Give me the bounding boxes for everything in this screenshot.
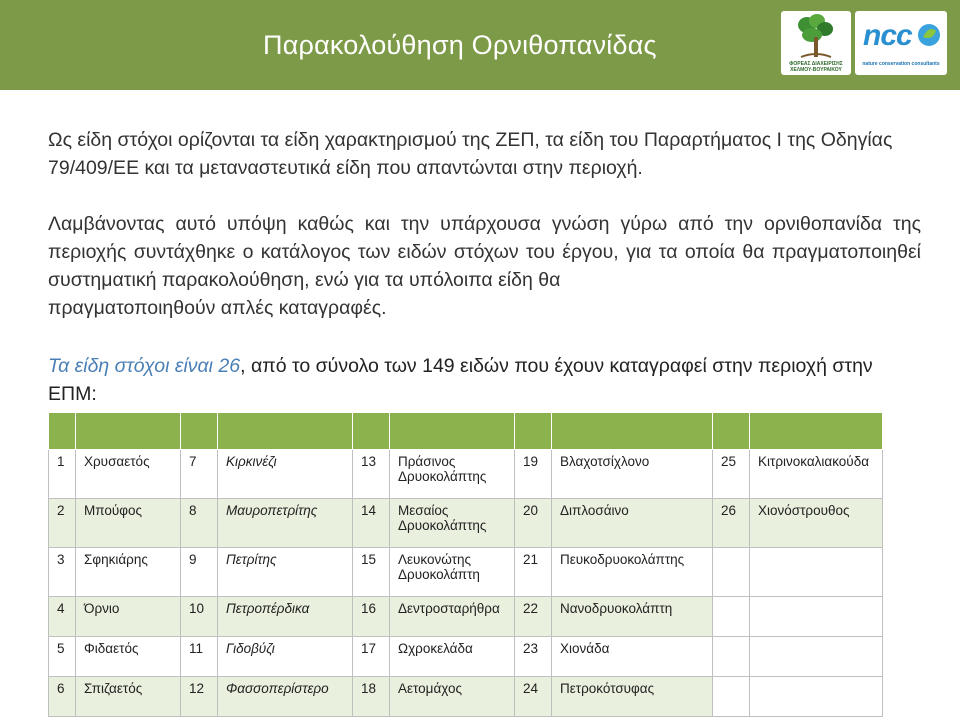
table-row xyxy=(49,499,883,548)
species-number: 24 xyxy=(515,677,552,717)
leaf-icon xyxy=(915,21,943,49)
species-name: Δεντροσταρήθρα xyxy=(390,597,515,637)
species-table xyxy=(48,412,883,717)
species-name: Μπούφος xyxy=(76,499,181,548)
empty-cell xyxy=(713,597,750,637)
species-name: Πετροπέρδικα xyxy=(218,597,353,637)
species-name: Γιδοβύζι xyxy=(218,637,353,677)
species-name: Νανοδρυοκολάπτη xyxy=(552,597,713,637)
table-row xyxy=(49,637,883,677)
species-number: 11 xyxy=(181,637,218,677)
species-number: 3 xyxy=(49,548,76,597)
species-name: Μεσαίος Δρυοκολάπτης xyxy=(390,499,515,548)
table-header-row xyxy=(49,413,883,450)
species-number: 23 xyxy=(515,637,552,677)
method-paragraph-last-line: πραγματοποιηθούν απλές καταγραφές. xyxy=(48,297,387,319)
species-number: 1 xyxy=(49,450,76,499)
logo1-caption: ΦΟΡΕΑΣ ΔΙΑΧΕΙΡΙΣΗΣ ΧΕΛΜΟΥ-ΒΟΥΡΑΙΚΟΥ xyxy=(789,61,843,73)
species-name: Φιδαετός xyxy=(76,637,181,677)
species-name: Πράσινος Δρυοκολάπτης xyxy=(390,450,515,499)
species-name: Ωχροκελάδα xyxy=(390,637,515,677)
species-name: Χρυσαετός xyxy=(76,450,181,499)
species-number: 14 xyxy=(353,499,390,548)
empty-cell xyxy=(750,597,883,637)
species-name: Βλαχοτσίχλονο xyxy=(552,450,713,499)
species-name: Κιτρινοκαλιακούδα xyxy=(750,450,883,499)
slide-header xyxy=(0,0,960,90)
empty-cell xyxy=(750,637,883,677)
ncc-logo-text: ncc xyxy=(863,19,912,52)
species-name: Πευκοδρυοκολάπτης xyxy=(552,548,713,597)
empty-cell xyxy=(713,637,750,677)
species-number: 20 xyxy=(515,499,552,548)
species-name: Μαυροπετρίτης xyxy=(218,499,353,548)
species-number: 22 xyxy=(515,597,552,637)
species-name: Διπλοσάινο xyxy=(552,499,713,548)
target-species-summary-rest: , από το σύνολο των 149 ειδών που έχουν καταγραφεί στην περιοχή στην ΕΠΜ: xyxy=(48,355,873,405)
species-number: 6 xyxy=(49,677,76,717)
logo2-caption: nature conservation consultants xyxy=(862,61,940,67)
species-number: 5 xyxy=(49,637,76,677)
species-name: Κιρκινέζι xyxy=(218,450,353,499)
method-paragraph xyxy=(48,210,921,350)
page-title: Παρακολούθηση Ορνιθοπανίδας xyxy=(263,30,657,60)
species-number: 15 xyxy=(353,548,390,597)
method-paragraph-main: Λαμβάνοντας αυτό υπόψη καθώς και την υπάρχουσα γνώση γύρω από την ορνιθοπανίδα της περιοχής συντάχθηκε ο κατάλογος των ειδών στόχων του έργου, για τα οποία θα πραγματοποιηθεί συστηματική παρακολούθηση, ενώ για τα υπόλοιπα είδη θα xyxy=(48,213,921,291)
species-number: 4 xyxy=(49,597,76,637)
target-species-summary xyxy=(48,352,921,408)
species-name: Λευκονώτης Δρυοκολάπτη xyxy=(390,548,515,597)
species-name: Όρνιο xyxy=(76,597,181,637)
species-name: Σπιζαετός xyxy=(76,677,181,717)
species-number: 12 xyxy=(181,677,218,717)
species-name: Φασσοπερίστερο xyxy=(218,677,353,717)
species-name: Αετομάχος xyxy=(390,677,515,717)
species-number: 13 xyxy=(353,450,390,499)
empty-cell xyxy=(713,548,750,597)
species-number: 10 xyxy=(181,597,218,637)
species-number: 7 xyxy=(181,450,218,499)
species-number: 25 xyxy=(713,450,750,499)
table-row xyxy=(49,597,883,637)
table-row xyxy=(49,548,883,597)
species-number: 19 xyxy=(515,450,552,499)
empty-cell xyxy=(750,548,883,597)
tree-icon xyxy=(781,11,851,63)
species-name: Σφηκιάρης xyxy=(76,548,181,597)
species-number: 26 xyxy=(713,499,750,548)
table-row xyxy=(49,450,883,499)
species-number: 9 xyxy=(181,548,218,597)
target-species-count: Τα είδη στόχοι είναι 26 xyxy=(48,355,241,377)
intro-paragraph: Ως είδη στόχοι ορίζονται τα είδη χαρακτηρισμού της ΖΕΠ, τα είδη του Παραρτήματος Ι της Οδηγίας 79/409/ΕΕ και τα μεταναστευτικά είδη που απαντώνται στην περιοχή. xyxy=(48,129,893,179)
species-number: 16 xyxy=(353,597,390,637)
species-number: 21 xyxy=(515,548,552,597)
species-number: 2 xyxy=(49,499,76,548)
species-name: Χιονάδα xyxy=(552,637,713,677)
species-number: 18 xyxy=(353,677,390,717)
management-body-logo xyxy=(781,11,851,75)
ncc-logo xyxy=(855,11,947,75)
species-number: 8 xyxy=(181,499,218,548)
species-name: Πετρίτης xyxy=(218,548,353,597)
species-name: Πετροκότσυφας xyxy=(552,677,713,717)
species-number: 17 xyxy=(353,637,390,677)
species-name: Χιονόστρουθος xyxy=(750,499,883,548)
